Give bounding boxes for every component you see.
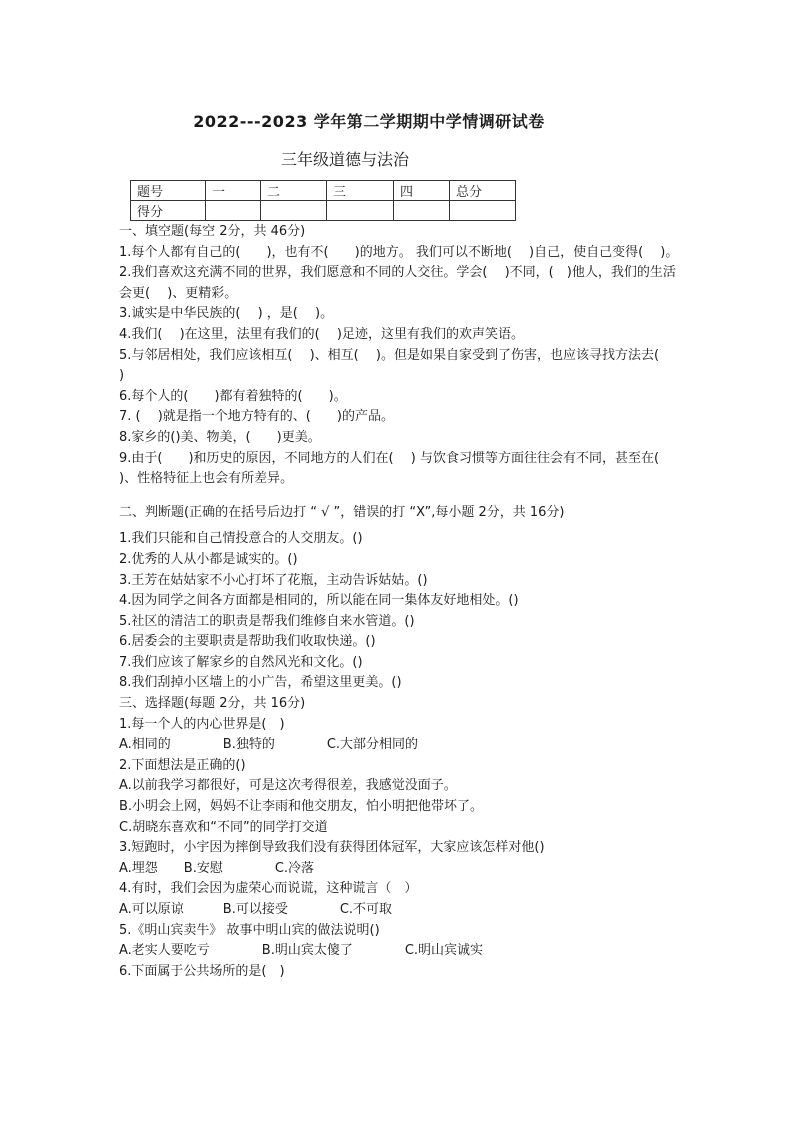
answer-options: A.相同的 B.独特的 C.大部分相同的 [119,737,419,753]
score-header-cell: 一 [206,181,261,201]
question: 1.我们只能和自己情投意合的人交朋友。() [119,531,363,547]
answer-option: B.小明会上网，妈妈不让李雨和他交朋友，怕小明把他带坏了。 [119,799,484,815]
question: 7.我们应该了解家乡的自然风光和文化。() [119,654,363,670]
exam-content [119,222,679,982]
score-table-header-row [131,181,516,201]
score-header-cell: 四 [394,181,450,201]
question: 6.居委会的主要职责是帮助我们收取快递。() [119,634,376,650]
question: 3.王芳在姑姑家不小心打坏了花瓶，主动告诉姑姑。() [119,572,428,588]
question: 8.家乡的()美、物美，( )更美。 [119,429,321,445]
question: 5.《明山宾卖牛》 故事中明山宾的做法说明() [119,922,380,938]
answer-options: A.可以原谅 B.可以接受 C.不可取 [119,902,393,917]
score-header-cell: 三 [327,181,394,201]
question: 1.每一个人的内心世界是( ) [119,716,285,732]
score-cell [206,201,261,221]
score-table [130,180,516,221]
score-table-score-row [131,201,516,221]
score-header-cell: 题号 [131,181,206,201]
question: 2.下面想法是正确的() [119,757,246,773]
section-heading: 二、判断题(正确的在括号后边打 “ √ ”，错误的打 “X”,每小题 2分，共 16分) [119,504,565,520]
answer-option: A.以前我学习都很好，可是这次考得很差，我感觉没面子。 [119,778,457,794]
spacer [119,490,679,503]
question: 9.由于( )和历史的原因，不同地方的人们在( ) 与饮食习惯等方面往往会有不同，甚至在( )、性格特征上也会有所差异。 [119,450,677,487]
answer-options: A.老实人要吃亏 B.明山宾太傻了 C.明山宾诚实 [119,943,484,959]
question: 7. ( )就是指一个地方特有的、( )的产品。 [119,409,394,425]
question: 5.与邻居相处，我们应该相互( )、相互( )。但是如果自家受到了伤害，也应该寻找方法去( ) [119,347,677,384]
question: 3.短跑时，小宇因为摔倒导致我们没有获得团体冠军，大家应该怎样对他() [119,840,545,856]
answer-options: A.埋怨 B.安慰 C.冷落 [119,860,315,876]
score-cell [450,201,516,221]
question: 4.因为同学之间各方面都是相同的，所以能在同一集体友好地相处。() [119,593,519,609]
answer-option: C.胡晓东喜欢和“不同”的同学打交道 [119,819,328,835]
section-heading: 一、填空题(每空 2分，共 46分) [119,224,306,239]
question: 4.我们( )在这里，法里有我们的( )足迹，这里有我们的欢声笑语。 [119,326,524,342]
question: 5.社区的清洁工的职责是帮我们维修自来水管道。() [119,613,415,629]
question: 8.我们刮掉小区墙上的小广告，希望这里更美。() [119,675,402,691]
score-cell [394,201,450,221]
score-cell [327,201,394,221]
question: 2.我们喜欢这充满不同的世界，我们愿意和不同的人交往。学会( )不同，( )他人，我们的生活会更( )、更精彩。 [119,265,676,301]
score-header-cell: 二 [261,181,327,201]
question: 1.每个人都有自己的( )，也有不( )的地方。 我们可以不断地( )自己，使自己变得( )。 [119,244,679,260]
question: 6.每个人的( )都有着独特的( )。 [119,388,347,404]
exam-title: 2022---2023 学年第二学期期中学情调研试卷 [193,112,545,131]
score-header-cell: 总分 [450,181,516,201]
section-heading: 三、选择题(每题 2分，共 16分) [119,696,306,712]
score-cell [261,201,327,221]
question: 2.优秀的人从小都是诚实的。() [119,551,298,567]
question: 3.诚实是中华民族的( ) ，是( )。 [119,306,334,322]
question: 4.有时，我们会因为虚荣心而说谎，这种谎言（ ） [119,881,418,897]
question: 6.下面属于公共场所的是( ) [119,963,285,979]
score-row-label: 得分 [131,201,206,221]
exam-subtitle: 三年级道德与法治 [280,150,409,169]
